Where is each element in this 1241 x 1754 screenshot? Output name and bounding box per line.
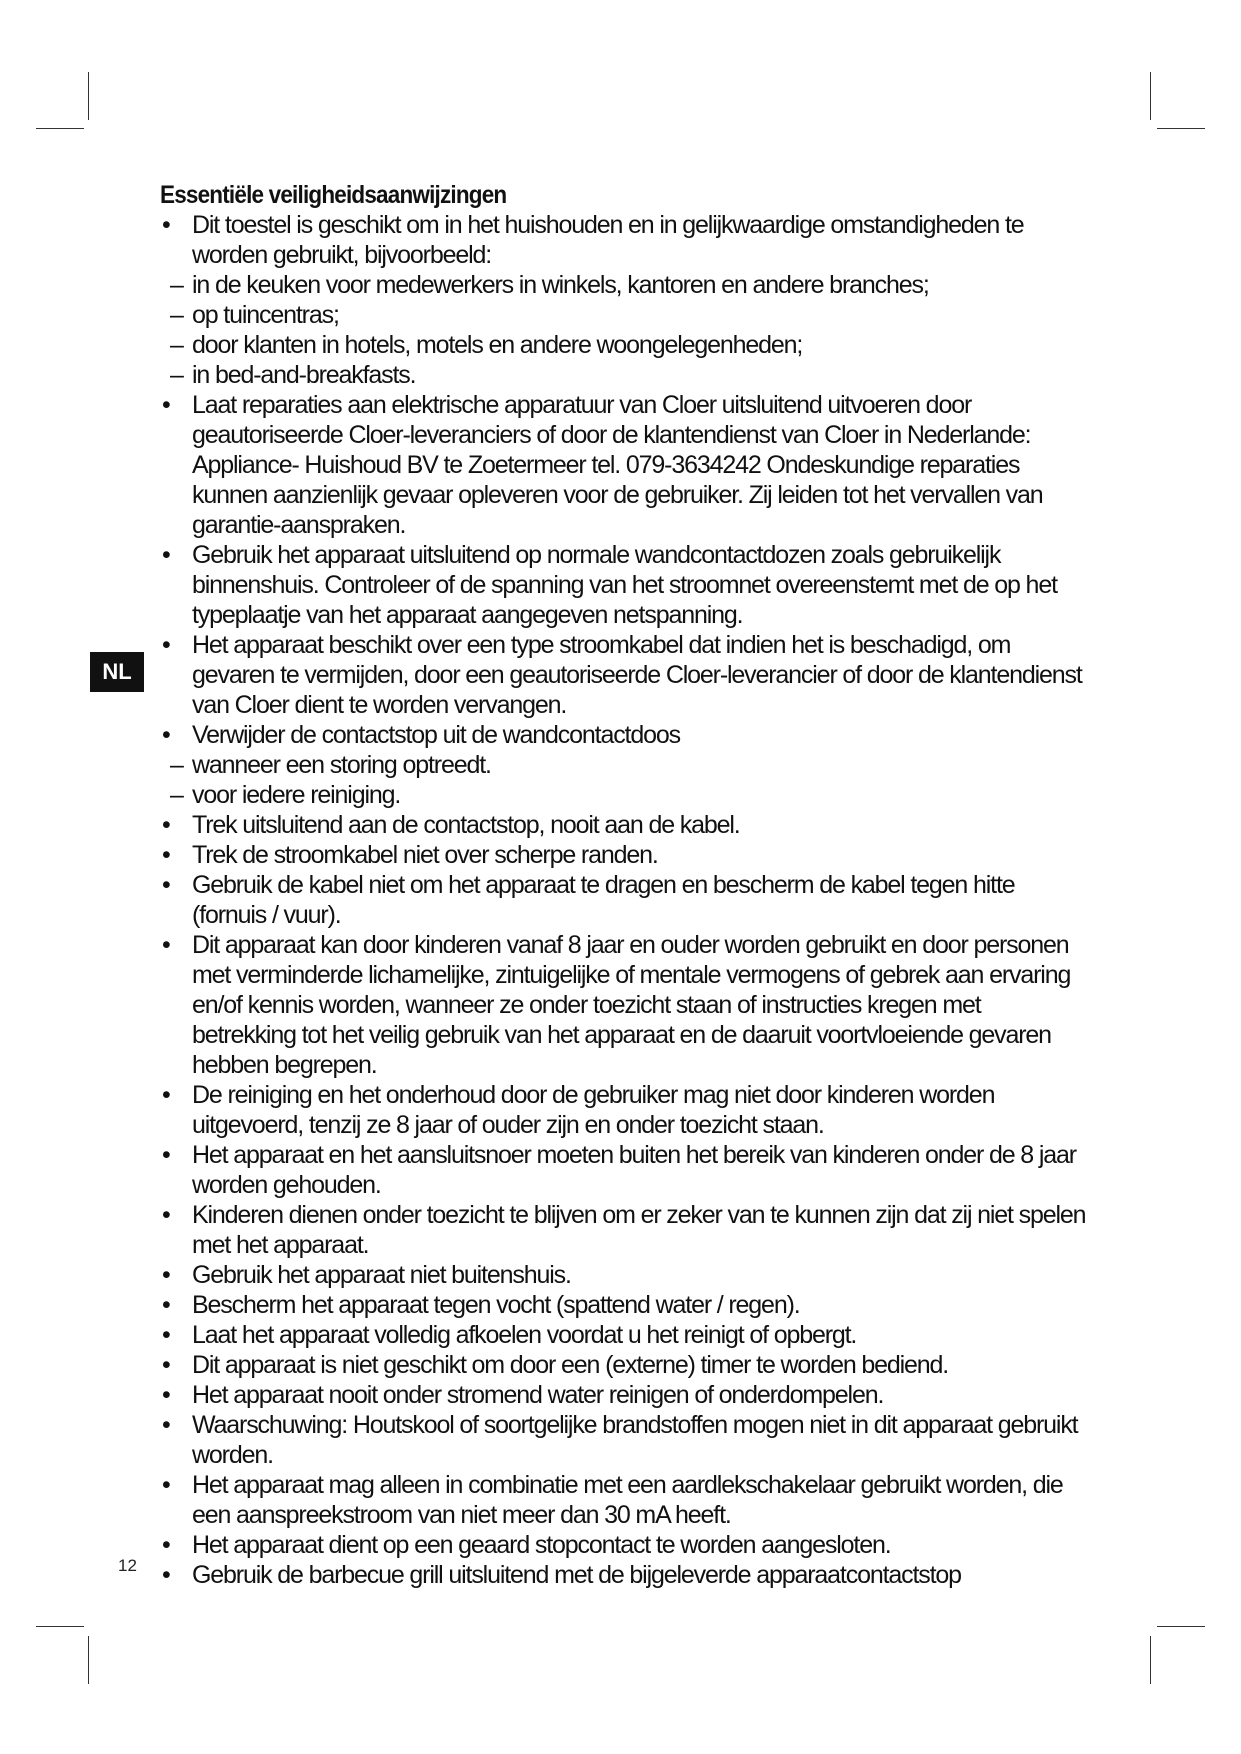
list-item-text: Laat reparaties aan elektrische apparatuur van Cloer uitsluitend uitvoeren door geautoriseerde Cloer-leveranciers of door de klantendienst van Cloer in Nederlande: Appliance- Huishoud BV te Zoetermeer tel. 079-3634242 Ondeskundige reparaties kunnen aanzienlijk gevaar opleveren voor de gebruiker. Zij leiden tot het vervallen van garantie-aanspraken. bbox=[192, 391, 1043, 539]
list-item bbox=[160, 1260, 1090, 1290]
list-item-text: in de keuken voor medewerkers in winkels, kantoren en andere branches; bbox=[192, 271, 929, 299]
list-item-text: Bescherm het apparaat tegen vocht (spattend water / regen). bbox=[192, 1291, 800, 1319]
list-item-text: Verwijder de contactstop uit de wandcontactdoos bbox=[192, 721, 680, 749]
list-item-text: Het apparaat beschikt over een type stroomkabel dat indien het is beschadigd, om gevaren te vermijden, door een geautoriseerde Cloer-leverancier of door de klantendienst van Cloer dient te worden vervangen. bbox=[192, 631, 1082, 719]
sub-list-item bbox=[160, 750, 1090, 780]
instruction-list bbox=[160, 210, 1090, 1590]
sub-list-item bbox=[160, 300, 1090, 330]
list-item bbox=[160, 540, 1090, 630]
list-item bbox=[160, 630, 1090, 720]
list-item bbox=[160, 1290, 1090, 1320]
list-item bbox=[160, 1470, 1090, 1530]
language-tab: NL bbox=[90, 652, 144, 692]
list-item bbox=[160, 390, 1090, 540]
section-heading: Essentiële veiligheidsaanwijzingen bbox=[160, 181, 507, 209]
list-item bbox=[160, 1410, 1090, 1470]
crop-mark-bottom-left-vertical bbox=[88, 1636, 89, 1684]
list-item bbox=[160, 1560, 1090, 1590]
sub-list-item bbox=[160, 330, 1090, 360]
list-item-text: Gebruik het apparaat uitsluitend op normale wandcontactdozen zoals gebruikelijk binnenshuis. Controleer of de spanning van het stroomnet overeenstemt met de op het typeplaatje van het apparaat aangegeven netspanning. bbox=[192, 541, 1057, 629]
list-item-text: voor iedere reiniging. bbox=[192, 781, 401, 809]
list-item-text: Trek uitsluitend aan de contactstop, nooit aan de kabel. bbox=[192, 811, 740, 839]
list-item-text: Het apparaat nooit onder stromend water reinigen of onderdompelen. bbox=[192, 1381, 884, 1409]
list-item bbox=[160, 930, 1090, 1080]
list-item-text: door klanten in hotels, motels en andere woongelegenheden; bbox=[192, 331, 803, 359]
crop-mark-top-right-horizontal bbox=[1157, 128, 1205, 129]
list-item-text: Het apparaat mag alleen in combinatie met een aardlekschakelaar gebruikt worden, die een aanspreekstroom van niet meer dan 30 mA heeft. bbox=[192, 1471, 1063, 1529]
list-item-text: Dit toestel is geschikt om in het huishouden en in gelijkwaardige omstandigheden te worden gebruikt, bijvoorbeeld: bbox=[192, 211, 1024, 269]
list-item bbox=[160, 870, 1090, 930]
list-item-text: Dit apparaat is niet geschikt om door een (externe) timer te worden bediend. bbox=[192, 1351, 949, 1379]
list-item bbox=[160, 1380, 1090, 1410]
crop-mark-top-left-vertical bbox=[88, 72, 89, 120]
list-item-text: wanneer een storing optreedt. bbox=[192, 751, 491, 779]
list-item-text: Gebruik de barbecue grill uitsluitend met de bijgeleverde apparaatcontactstop bbox=[192, 1561, 961, 1589]
list-item-text: Trek de stroomkabel niet over scherpe randen. bbox=[192, 841, 658, 869]
crop-mark-bottom-right-horizontal bbox=[1157, 1626, 1205, 1627]
list-item bbox=[160, 810, 1090, 840]
list-item bbox=[160, 1350, 1090, 1380]
sub-list-item bbox=[160, 270, 1090, 300]
crop-mark-bottom-right-vertical bbox=[1150, 1636, 1151, 1684]
safety-instructions-section bbox=[160, 180, 1090, 1590]
list-item-text: Waarschuwing: Houtskool of soortgelijke brandstoffen mogen niet in dit apparaat gebruikt worden. bbox=[192, 1411, 1078, 1469]
list-item bbox=[160, 840, 1090, 870]
crop-mark-bottom-left-horizontal bbox=[36, 1626, 84, 1627]
list-item-text: Laat het apparaat volledig afkoelen voordat u het reinigt of opbergt. bbox=[192, 1321, 857, 1349]
crop-mark-top-left-horizontal bbox=[36, 128, 84, 129]
list-item-text: Het apparaat en het aansluitsnoer moeten buiten het bereik van kinderen onder de 8 jaar worden gehouden. bbox=[192, 1141, 1076, 1199]
page-number: 12 bbox=[118, 1556, 137, 1575]
list-item bbox=[160, 1140, 1090, 1200]
list-item bbox=[160, 1080, 1090, 1140]
list-item bbox=[160, 1530, 1090, 1560]
sub-list-item bbox=[160, 360, 1090, 390]
list-item-text: op tuincentras; bbox=[192, 301, 339, 329]
list-item bbox=[160, 210, 1090, 270]
list-item-text: Het apparaat dient op een geaard stopcontact te worden aangesloten. bbox=[192, 1531, 891, 1559]
crop-mark-top-right-vertical bbox=[1150, 72, 1151, 120]
list-item-text: in bed-and-breakfasts. bbox=[192, 361, 416, 389]
list-item-text: Gebruik het apparaat niet buitenshuis. bbox=[192, 1261, 571, 1289]
list-item bbox=[160, 1200, 1090, 1260]
list-item-text: Kinderen dienen onder toezicht te blijven om er zeker van te kunnen zijn dat zij niet spelen met het apparaat. bbox=[192, 1201, 1086, 1259]
list-item-text: Gebruik de kabel niet om het apparaat te dragen en bescherm de kabel tegen hitte (fornuis / vuur). bbox=[192, 871, 1015, 929]
list-item bbox=[160, 720, 1090, 750]
list-item-text: Dit apparaat kan door kinderen vanaf 8 jaar en ouder worden gebruikt en door personen met verminderde lichamelijke, zintuigelijke of mentale vermogens of gebrek aan ervaring en/of kennis worden, wanneer ze onder toezicht staan of instructies kregen met betrekking tot het veilig gebruik van het apparaat en de daaruit voortvloeiende gevaren hebben begrepen. bbox=[192, 931, 1071, 1079]
list-item-text: De reiniging en het onderhoud door de gebruiker mag niet door kinderen worden uitgevoerd, tenzij ze 8 jaar of ouder zijn en onder toezicht staan. bbox=[192, 1081, 995, 1139]
list-item bbox=[160, 1320, 1090, 1350]
sub-list-item bbox=[160, 780, 1090, 810]
